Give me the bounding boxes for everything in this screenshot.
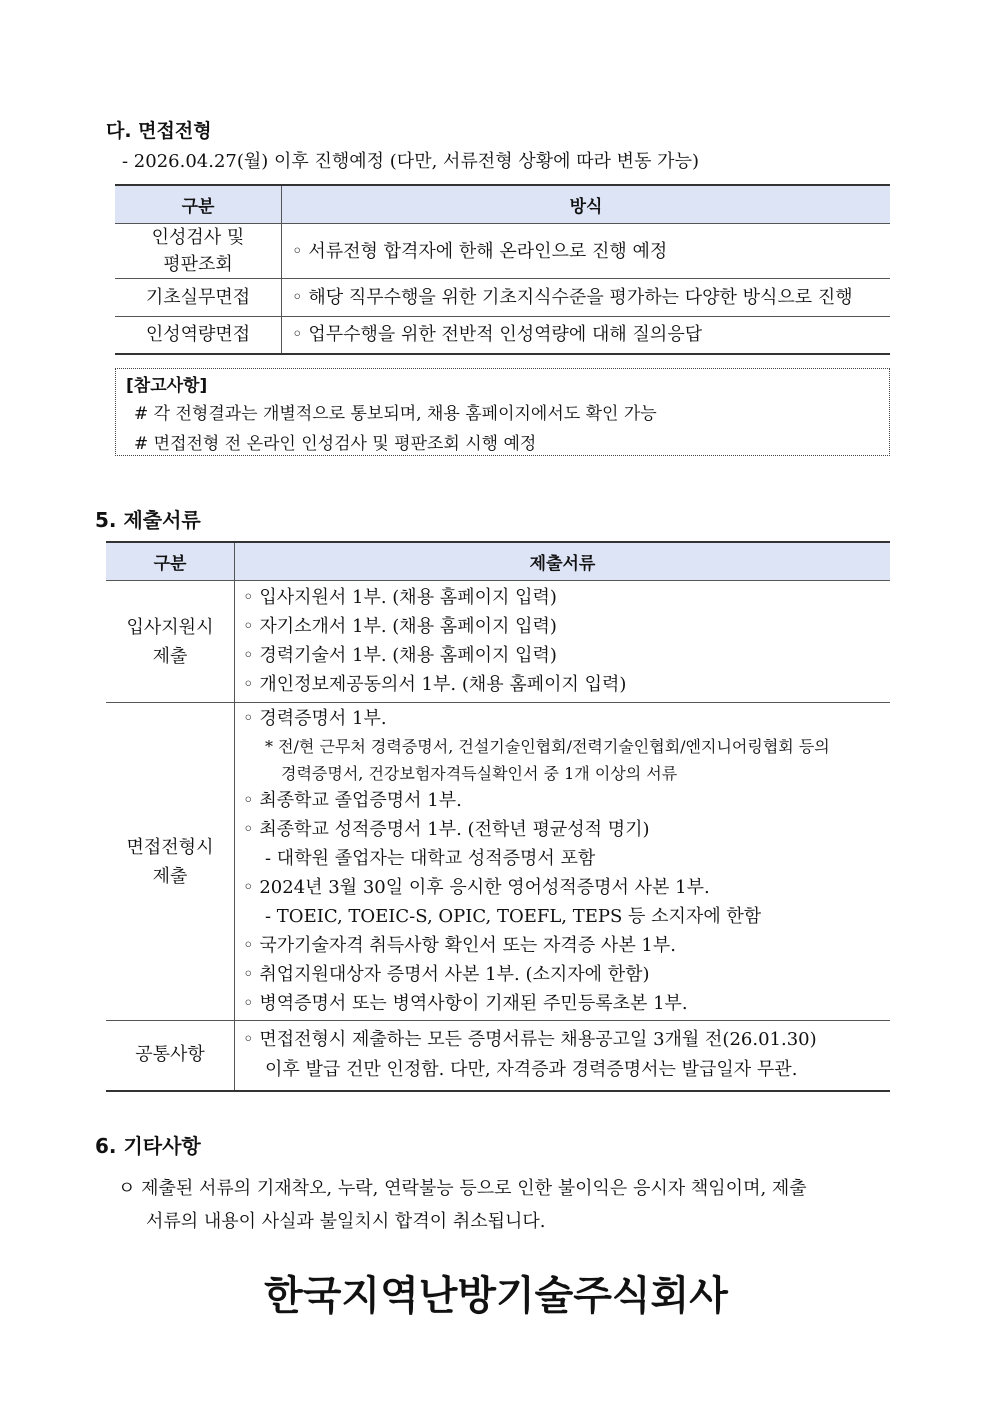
doc-subline: * 전/현 근무처 경력증명서, 건설기술인협회/전력기술인협회/엔지니어링협회 등의	[265, 737, 830, 756]
interview-row-desc: ◦ 업무수행을 위한 전반적 인성역량에 대해 질의응답	[282, 317, 891, 354]
documents-table	[106, 541, 890, 1092]
doc-line: ◦ 개인정보제공동의서 1부. (채용 홈페이지 입력)	[243, 674, 627, 695]
doc-subline: - 대학원 졸업자는 대학교 성적증명서 포함	[265, 848, 596, 869]
doc-line: ◦ 입사지원서 1부. (채용 홈페이지 입력)	[243, 587, 557, 608]
interview-header-category: 구분	[115, 185, 282, 224]
doc-line: ◦ 면접전형시 제출하는 모든 증명서류는 채용공고일 3개월 전(26.01.30)	[243, 1028, 817, 1050]
doc-line: ◦ 최종학교 성적증명서 1부. (전학년 평균성적 명기)	[243, 819, 650, 840]
documents-title: 5. 제출서류	[95, 508, 201, 532]
misc-line: 서류의 내용이 사실과 불일치시 합격이 취소됩니다.	[146, 1211, 546, 1232]
notes-line: # 면접전형 전 온라인 인성검사 및 평판조회 시행 예정	[134, 434, 537, 454]
doc-line: ◦ 취업지원대상자 증명서 사본 1부. (소지자에 한함)	[243, 964, 650, 985]
doc-line: ◦ 병역증명서 또는 병역사항이 기재된 주민등록초본 1부.	[243, 993, 688, 1014]
doc-subline: - TOEIC, TOEIC-S, OPIC, TOEFL, TEPS 등 소지자에 한함	[265, 906, 762, 927]
doc-line: ◦ 국가기술자격 취득사항 확인서 또는 자격증 사본 1부.	[243, 935, 676, 956]
doc-line: ◦ 최종학교 졸업증명서 1부.	[243, 790, 462, 811]
documents-row-content	[235, 581, 891, 703]
doc-subline: 이후 발급 건만 인정함. 다만, 자격증과 경력증명서는 발급일자 무관.	[265, 1058, 798, 1080]
notes-box	[115, 368, 890, 456]
interview-table	[115, 184, 890, 355]
interview-header-method: 방식	[282, 185, 891, 224]
misc-title: 6. 기타사항	[95, 1134, 201, 1158]
interview-row-desc: ◦ 해당 직무수행을 위한 기초지식수준을 평가하는 다양한 방식으로 진행	[282, 279, 891, 317]
interview-row-desc: ◦ 서류전형 합격자에 한해 온라인으로 진행 예정	[282, 224, 891, 279]
documents-header-docs: 제출서류	[235, 542, 891, 581]
interview-title: 다. 면접전형	[106, 120, 212, 142]
doc-line: ◦ 경력기술서 1부. (채용 홈페이지 입력)	[243, 645, 557, 666]
documents-row-content	[235, 703, 891, 1021]
interview-row-category: 기초실무면접	[115, 279, 282, 317]
doc-subline: 경력증명서, 건강보험자격득실확인서 중 1개 이상의 서류	[281, 764, 678, 783]
documents-header-category: 구분	[106, 542, 235, 581]
interview-row-category: 인성역량면접	[115, 317, 282, 354]
notes-heading: [참고사항]	[126, 376, 208, 396]
interview-schedule: - 2026.04.27(월) 이후 진행예정 (다만, 서류전형 상황에 따라 변동 가능)	[122, 151, 699, 172]
notes-line: # 각 전형결과는 개별적으로 통보되며, 채용 홈페이지에서도 확인 가능	[134, 404, 657, 424]
doc-line: ◦ 자기소개서 1부. (채용 홈페이지 입력)	[243, 616, 557, 637]
misc-line: ㅇ 제출된 서류의 기재착오, 누락, 연락불능 등으로 인한 불이익은 응시자 책임이며, 제출	[118, 1178, 807, 1199]
company-name: 한국지역난방기술주식회사	[264, 1273, 728, 1319]
documents-row-category: 공통사항	[106, 1021, 235, 1091]
documents-row-category: 입사지원시 제출	[106, 581, 235, 703]
doc-line: ◦ 경력증명서 1부.	[243, 708, 387, 729]
interview-row-category: 인성검사 및 평판조회	[115, 224, 282, 279]
documents-row-content	[235, 1021, 891, 1091]
doc-line: ◦ 2024년 3월 30일 이후 응시한 영어성적증명서 사본 1부.	[243, 877, 710, 898]
documents-row-category: 면접전형시 제출	[106, 703, 235, 1021]
